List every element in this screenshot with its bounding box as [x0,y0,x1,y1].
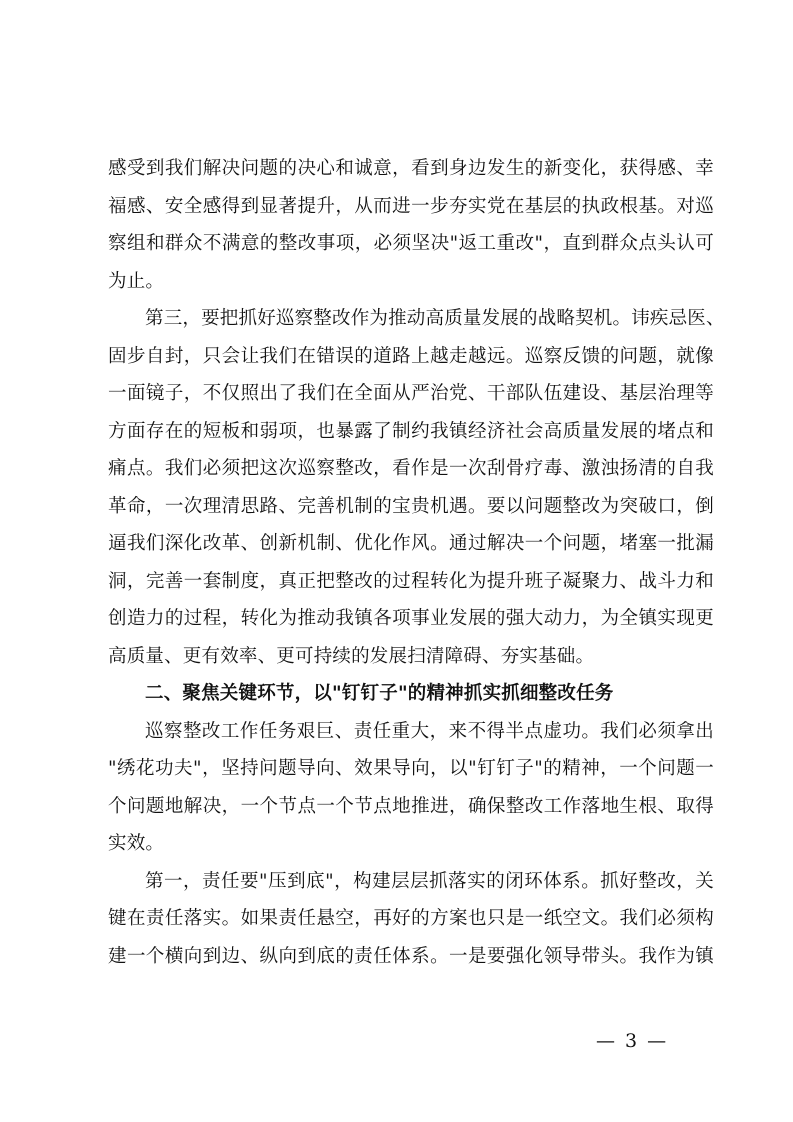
text-line: 第三，要把抓好巡察整改作为推动高质量发展的战略契机。讳疾忌医、 [145,308,725,329]
text-line: 个问题地解决，一个节点一个节点地推进，确保整改工作落地生根、取得 [108,795,714,817]
text-line: 逼我们深化改革、创新机制、优化作风。通过解决一个问题，堵塞一批漏 [108,533,714,554]
text-line: 巡察整改工作任务艰巨、责任重大，来不得半点虚功。我们必须拿出 [145,720,714,742]
text-line: 为止。 [108,270,165,292]
text-line: 建一个横向到边、纵向到底的责任体系。一是要强化领导带头。我作为镇 [108,945,714,967]
section-heading: 二、聚焦关键环节，以"钉钉子"的精神抓实抓细整改任务 [145,683,614,704]
text-line: 察组和群众不满意的整改事项，必须坚决"返工重改"，直到群众点头认可 [108,233,714,254]
text-line: 键在责任落实。如果责任悬空，再好的方案也只是一纸空文。我们必须构 [108,908,714,929]
page-number: — 3 — [596,1030,669,1052]
text-line: 福感、安全感得到显著提升，从而进一步夯实党在基层的执政根基。对巡 [108,195,714,217]
text-line: 革命，一次理清思路、完善机制的宝贵机遇。要以问题整改为突破口，倒 [108,495,714,517]
text-line: 感受到我们解决问题的决心和诚意，看到身边发生的新变化，获得感、幸 [108,158,714,179]
text-line: 第一，责任要"压到底"，构建层层抓落实的闭环体系。抓好整改，关 [145,870,714,892]
text-line: "绣花功夫"，坚持问题导向、效果导向，以"钉钉子"的精神，一个问题一 [108,758,714,779]
text-line: 方面存在的短板和弱项，也暴露了制约我镇经济社会高质量发展的堵点和 [108,420,714,442]
text-line: 痛点。我们必须把这次巡察整改，看作是一次刮骨疗毒、激浊扬清的自我 [108,458,714,479]
text-line: 一面镜子，不仅照出了我们在全面从严治党、干部队伍建设、基层治理等 [108,383,714,404]
text-line: 洞，完善一套制度，真正把整改的过程转化为提升班子凝聚力、战斗力和 [108,570,714,592]
text-line: 实效。 [108,833,165,854]
text-line: 创造力的过程，转化为推动我镇各项事业发展的强大动力，为全镇实现更 [108,608,714,629]
text-line: 高质量、更有效率、更可持续的发展扫清障碍、夯实基础。 [108,645,595,667]
document-body [108,150,725,975]
text-line: 固步自封，只会让我们在错误的道路上越走越远。巡察反馈的问题，就像 [108,345,714,367]
